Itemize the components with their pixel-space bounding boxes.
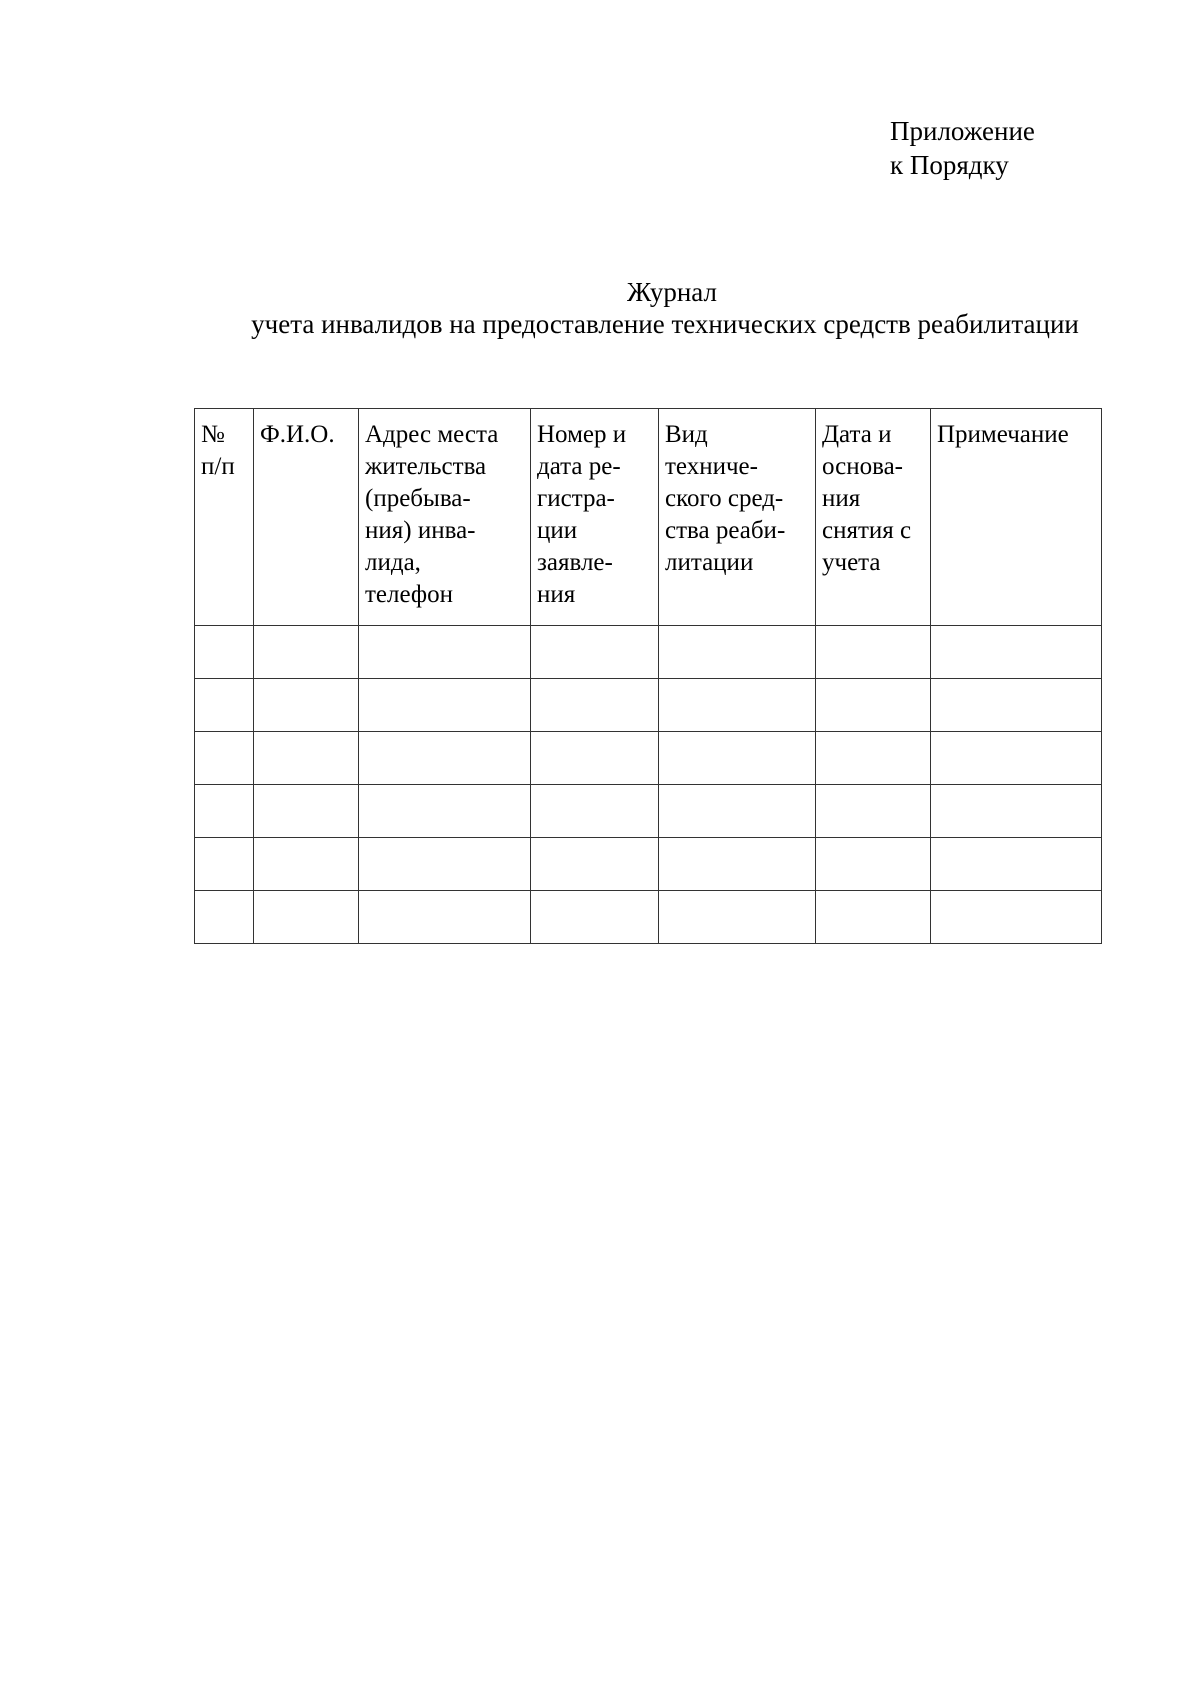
table-cell — [359, 626, 531, 679]
journal-table — [194, 408, 1102, 944]
column-header-device-type: Вид техниче- ского сред- ства реаби- литации — [659, 409, 816, 626]
table-cell — [195, 838, 254, 891]
appendix-line-2: к Порядку — [890, 150, 1009, 180]
table-cell — [659, 785, 816, 838]
column-header-number: № п/п — [195, 409, 254, 626]
table-cell — [531, 732, 659, 785]
table-cell — [359, 785, 531, 838]
table-row — [195, 732, 1102, 785]
table-row — [195, 838, 1102, 891]
table-cell — [659, 838, 816, 891]
table-cell — [531, 838, 659, 891]
appendix-line-1: Приложение — [890, 116, 1035, 146]
table-cell — [254, 626, 359, 679]
column-header-address: Адрес места жительства (пребыва- ния) инва- лида, телефон — [359, 409, 531, 626]
table-cell — [816, 785, 931, 838]
table-cell — [816, 679, 931, 732]
table-cell — [931, 626, 1102, 679]
table-cell — [254, 732, 359, 785]
column-header-deregistration: Дата и основа- ния снятия с учета — [816, 409, 931, 626]
table-cell — [531, 785, 659, 838]
table-cell — [659, 732, 816, 785]
table-cell — [659, 679, 816, 732]
table-body — [195, 626, 1102, 944]
table-cell — [254, 838, 359, 891]
table-cell — [254, 785, 359, 838]
table-row — [195, 626, 1102, 679]
table-row — [195, 679, 1102, 732]
table-cell — [531, 679, 659, 732]
table-cell — [531, 626, 659, 679]
table-cell — [359, 679, 531, 732]
table-cell — [359, 838, 531, 891]
table-row — [195, 891, 1102, 944]
table-cell — [531, 891, 659, 944]
table-header-row — [195, 409, 1102, 626]
table-cell — [931, 679, 1102, 732]
table-cell — [931, 838, 1102, 891]
table-cell — [195, 785, 254, 838]
table-cell — [359, 732, 531, 785]
title-line-1: Журнал — [626, 277, 718, 307]
table-cell — [195, 679, 254, 732]
table-cell — [931, 785, 1102, 838]
column-header-fio: Ф.И.О. — [254, 409, 359, 626]
table-cell — [254, 679, 359, 732]
table-cell — [816, 838, 931, 891]
table-cell — [254, 891, 359, 944]
column-header-note: Примечание — [931, 409, 1102, 626]
title-line-2: учета инвалидов на предоставление технических средств реабилитации — [251, 309, 1079, 339]
table-cell — [359, 891, 531, 944]
table-cell — [816, 626, 931, 679]
column-header-registration: Номер и дата ре- гистра- ции заявле- ния — [531, 409, 659, 626]
table-cell — [816, 891, 931, 944]
appendix-note — [890, 114, 1035, 182]
table-cell — [931, 732, 1102, 785]
table-cell — [195, 891, 254, 944]
table-cell — [659, 626, 816, 679]
table-cell — [195, 626, 254, 679]
document-title — [200, 276, 1130, 340]
table-cell — [195, 732, 254, 785]
table-cell — [659, 891, 816, 944]
table-row — [195, 785, 1102, 838]
table-cell — [931, 891, 1102, 944]
table-cell — [816, 732, 931, 785]
